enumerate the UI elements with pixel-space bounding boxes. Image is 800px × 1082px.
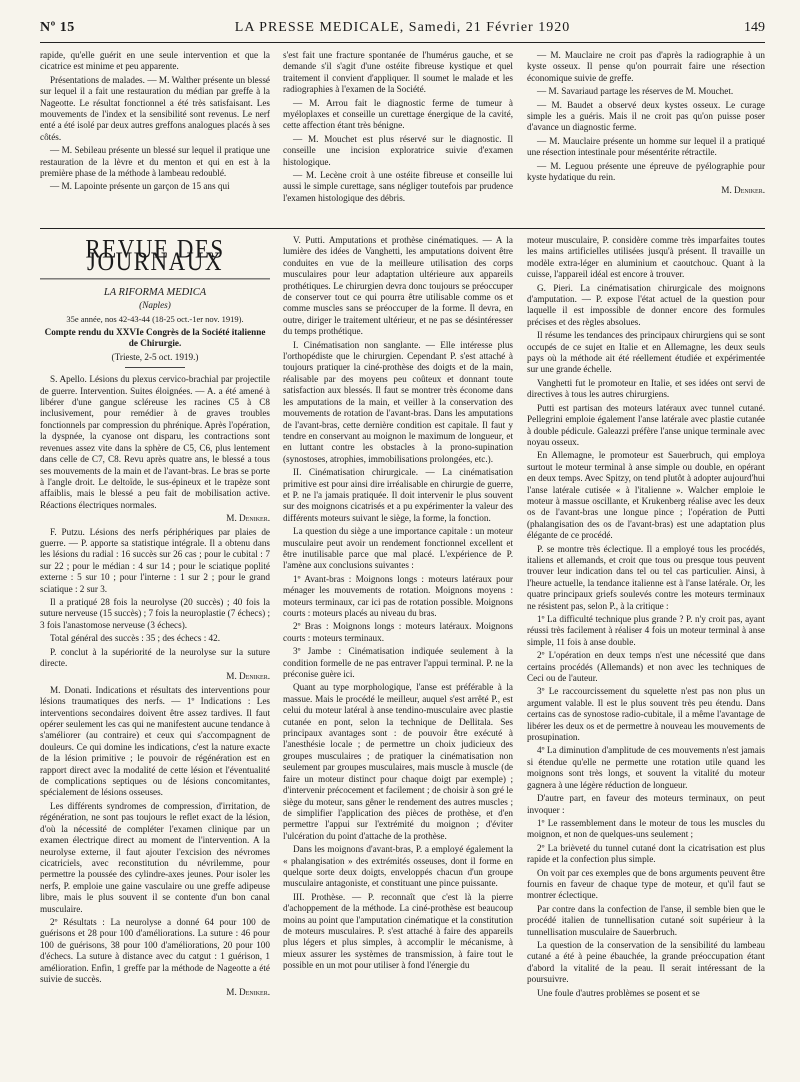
paragraph: — M. Mauclaire ne croit pas d'après la radiographie à un kyste osseux. Il pense qu'on pourrait faire une résection économique suivie de greffe. xyxy=(527,50,765,83)
paragraph: Dans les moignons d'avant-bras, P. a employé également la « phalangisation » des extrémités osseuses, dont il forme en quelque sorte deux doigts, enveloppés chacun d'un groupe musculaire antagoniste, et constituant une pince puissante. xyxy=(283,844,513,889)
paragraph: rapide, qu'elle guérit en une seule intervention et que la cicatrice est minime et peu apparente. xyxy=(40,50,270,72)
paragraph: 1º La difficulté technique plus grande ? P. n'y croit pas, ayant réussi très facilement à réaliser 4 fois un moteur terminal à anse simple, 11 fois à anse double. xyxy=(527,614,765,647)
paragraph: I. Cinématisation non sanglante. — Elle intéresse plus l'orthopédiste que le chirurgien. Cependant P. s'est attaché à toujours pratiquer la ciné-prothèse des doigts et de la main, réalisable par des moyens peu coûteux et donnant toute satisfaction aux blessés. Il faut se montrer très économe dans les amputations de la main, et veiller à la conservation des mouvements de rotation de l'avant-bras. Dans les amputations de l'avant-bras, cette dernière condition est capitale. Il faut y tendre en conservant au moignon le maximum de longueur, et en luttant contre les obstacles à la prono-supination (synostoses, atrophies, immobilisations prolongées, etc.). xyxy=(283,339,513,464)
paragraph: — M. Lapointe présente un garçon de 15 ans qui xyxy=(50,181,230,192)
signature: M. Denıker. xyxy=(226,987,270,998)
bottom-column-1 xyxy=(40,235,270,1070)
bottom-column-2 xyxy=(283,235,513,1070)
paragraph: 2º Bras : Moignons longs : moteurs latéraux. Moignons courts : moteurs terminaux. xyxy=(283,621,513,643)
journal-issue: 35e année, nos 42-43-44 (18-25 oct.-1er nov. 1919). xyxy=(66,313,244,324)
paragraph: La question du siège a une importance capitale : un moteur musculaire peut avoir un rendement fonctionnel excellent et être inutilisable parce que mal placé. L'expérience de P. l'amène aux conclusions suivantes : xyxy=(283,526,513,571)
top-column-1 xyxy=(40,50,270,222)
paragraph: II. Cinématisation chirurgicale. — La cinématisation primitive est pour ainsi dire irréalisable en chirurgie de guerre, et P. ne l'a jamais pratiquée. Il doit intervenir le plus souvent sur des moignons cicatrisés et a pu expérimenter la valeur des différents moteurs suivant le siège, la forme, la fonction. xyxy=(283,467,513,523)
paragraph: III. Prothèse. — P. reconnaît que c'est là la pierre d'achoppement de la méthode. La ciné-prothèse est beaucoup moins au point que l'amputation cinématique et la constitution de moteurs musculaires. P. s'est attaché à faire des appareils plus légers et plus simples, à accomplir le mécanisme, à mieux assurer les systèmes de transmission, à faire tout le possible en un mot pour utiliser à fond l'énergie du xyxy=(283,891,513,971)
paragraph: s'est fait une fracture spontanée de l'humérus gauche, et se demande s'il s'agit d'une ostéite fibreuse kystique et quel traitement il convient d'appliquer. Il soumet le malade et les radiographies à l'examen de la Société. xyxy=(283,50,513,95)
article-putzu: F. Putzu. Lésions des nerfs périphériques par plaies de guerre. — P. apporte sa statistique intégrale. Il a obtenu dans les lésions du radial : 16 succès sur 26 cas ; pour le cubital : 7 sur 22 ; pour le médian : 4 sur 14 ; pour le sciatique poplité externe : 5 sur 10 ; pour l'interne : 1 sur 2 ; pour le grand sciatique : 2 sur 3. xyxy=(40,526,270,594)
paragraph: — M. Baudet a observé deux kystes osseux. Le curage simple les a guéris. Mais il ne croit pas qu'on puisse poser d'avance un diagnostic ferme. xyxy=(527,99,765,133)
section-title: REVUE DES JOURNAUX xyxy=(40,243,270,280)
congress-title: Compte rendu du XXVIe Congrès de la Société italienne de Chirurgie. xyxy=(44,327,266,349)
paragraph: On voit par ces exemples que de bons arguments peuvent être fournis en faveur de chaque type de moteur, et qu'il faut se montrer éclectique. xyxy=(527,867,765,901)
top-column-2 xyxy=(283,50,513,222)
paragraph: — M. Mauclaire présente un homme sur lequel il a pratiqué une résection intestinale pour mésentérite rétractile. xyxy=(527,135,765,158)
paragraph: — M. Sebileau présente un blessé sur lequel il pratique une restauration de la lèvre et du menton et qui en est à la première phase de la méthode à lambeau redoublé. xyxy=(40,145,270,179)
paragraph: 1º Avant-bras : Moignons longs : moteurs latéraux pour ménager les mouvements de rotation. Moignons moyens : moteurs terminaux, car ici pas de rotation possible. Moignons courts : moteurs placés au niveau du bras. xyxy=(283,573,513,618)
paragraph: — M. Savariaud partage les réserves de M. Mouchet. xyxy=(537,86,734,97)
paragraph: — M. Arrou fait le diagnostic ferme de tumeur à myéloplaxes et conseille un curettage énergique de la cavité, cette affection étant très bénigne. xyxy=(283,97,513,131)
section-divider xyxy=(40,228,765,229)
article-apello: S. Apello. Lésions du plexus cervico-brachial par projectile de guerre. Intervention. Suites éloignées. — A. a été amené à libérer d'une gangue scléreuse les racines C5 à C8 inclusivement, pour remédier à de graves troubles fonctionnels par compression du phrénique. Après l'opération, la dyspnée, la cyanose ont disparu, les contractions sont revenues assez vite dans la sphère de C5, C6, plus lentement dans celle de C7, C8. Revu après quatre ans, le blessé a tous ses mouvements de la main et de l'avant-bras. Le bras se porte à l'angle droit. Le deltoïde, le sus-épineux et le trapèze sont affaiblis, mais le blessé a peu fait de mobilisation active. Réactions électriques normales. xyxy=(40,374,270,510)
paragraph: Les différents syndromes de compression, d'irritation, de régénération, ne sont pas toujours le reflet exact de la lésion, d'où la nécessité de compléter l'examen clinique par un examen électrique direct au moment de l'intervention. A la neurolyse externe, il faut ajouter l'excision des névromes cicatriciels, avec reconstitution du névrilemme, pour permettre la poussée des cylindre-axes jeunes. Pour isoler les nerfs, P. emploie une gaine vasculaire ou une greffe adipeuse libre, mais le plus souvent il se contente d'un bon canal musculaire. xyxy=(40,800,270,914)
article-donati: M. Donati. Indications et résultats des interventions pour lésions traumatiques des nerfs. — 1º Indications : Les interventions secondaires doivent être assez tardives. Il faut opérer seulement les cas qui ne manifestent aucune tendance à s'améliorer (au contraire) et ceux qui s'accompagnent de douleurs. Ce qui domine les indications, c'est la nature exacte de la lésion primitive ; le pouvoir de régénération est en rapport direct avec la modalité de cette lésion et l'éventualité de complications septiques ou de lésions concomitantes, spécialement de lésions osseuses. xyxy=(40,684,270,798)
paragraph: Quant au type morphologique, l'anse est préférable à la massue. Mais le procédé le meilleur, auquel s'est arrêté P., est celui du moteur latéral à anse tendino-musculaire avec plastie cutanée en pont, selon la technique de Dellitala. Ses principaux avantages sont : de pouvoir être exécuté à l'anesthésie locale ; de permettre un choix judicieux des groupes musculaires ; de pratiquer la cinématisation non seulement par groupes musculaires, mais muscle à muscle (de faire un moteur distinct pour chaque doigt par exemple) ; d'intervenir précocement et facilement ; de choisir à son gré le siège du moteur, sans gêner le rendement des autres muscles ; de simplifier l'application des pièces de prothèse, et d'en permettre l'appui sur l'extrémité du moignon ; d'éviter l'ulcération du point d'attache de la prothèse. xyxy=(283,682,513,841)
paragraph: Il résume les tendances des principaux chirurgiens qui se sont occupés de ce sujet en Italie et en Allemagne, les deux seuls pays où la méthode ait été réellement étudiée et expérimentée sur une grande échelle. xyxy=(527,330,765,375)
signature: M. Denıker. xyxy=(721,185,765,196)
paragraph: 3º Jambe : Cinématisation indiquée seulement à la condition formelle de ne pas entraver l'appui terminal. P. ne la préconise guère ici. xyxy=(283,646,513,680)
congress-place: (Trieste, 2-5 oct. 1919.) xyxy=(111,351,199,362)
paragraph: La question de la conservation de la sensibilité du lambeau cutané a été à peine ébauchée, la grande préoccupation étant d'abord la vitalité de la peau. Il serait intéressant de la poursuivre. xyxy=(527,939,765,985)
paragraph: 4º La diminution d'amplitude de ces mouvements n'est jamais si étendue qu'elle ne permette une rotation utile quand les moignons sont très longs, et souvent la vitalité du moteur gagnera à une légère réduction de longueur. xyxy=(527,745,765,790)
paragraph: Total général des succès : 35 ; des échecs : 42. xyxy=(50,633,221,644)
signature: M. Denıker. xyxy=(226,671,270,682)
signature: M. Denıker. xyxy=(226,513,270,524)
page-header xyxy=(40,20,765,43)
paragraph: 1º Le rassemblement dans le moteur de tous les muscles du moignon, et non de quelques-uns seulement ; xyxy=(527,817,765,840)
paragraph: En Allemagne, le promoteur est Sauerbruch, qui employa surtout le moteur terminal à anse simple ou double, en opérant en deux temps. Avec Spitzy, on tend plutôt à adopter aujourd'hui l'anse latérale cutisée « à l'italienne ». Walcher emploie le moteur à massue oscillante, et Krukenberg réalise avec les deux os de l'avant-bras une longue pince ; l'opération de Putti (phalangisation des os de l'avant-bras) est une adaptation plus élégante de ce procédé. xyxy=(527,450,765,541)
paragraph: P. se montre très éclectique. Il a employé tous les procédés, italiens et allemands, et croit que tous ou presque tous peuvent trouver leur indication dans tel ou tel cas particulier. Ainsi, à l'heure actuelle, la tendance italienne est à l'anse latérale. Or, les quatre principaux griefs soulevés contre les moteurs terminaux ne résistent pas, selon P., à la critique : xyxy=(527,543,765,611)
journal-name: LA RIFORMA MEDICA xyxy=(103,286,207,298)
article-putti: V. Putti. Amputations et prothèse cinématiques. — A la lumière des idées de Vanghetti, les amputations doivent être conduites en vue de la meilleure utilisation des corps musculaires pour leur adaptation ultérieure aux appareils prothétiques. Le chirurgien devra donc toujours se préoccuper de conserver tout ce qui pourra être utilisable comme os et comme muscles sans se préoccuper de la forme. Il devra, en outre, diriger le traitement ultérieur, et ne pas se désintéresser du temps prothétique. xyxy=(283,235,513,337)
journal-city: (Naples) xyxy=(139,300,171,311)
paragraph: Présentations de malades. — M. Walther présente un blessé sur lequel il a fait une restauration du médian par greffe à la Nageotte. Le résultat fonctionnel a été très satisfaisant. Les mouvements de l'index et la sensibilité sont revenus. Le nerf enté a été isolé par deux autres greffons analogues placés à ses côtés. xyxy=(40,74,270,142)
divider xyxy=(125,367,185,368)
paragraph: — M. Mouchet est plus réservé sur le diagnostic. Il conseille une incision exploratrice suivie d'examen histologique. xyxy=(283,133,513,167)
newspaper-title: LA PRESSE MEDICALE, Samedi, 21 Février 1920 xyxy=(234,20,571,35)
paragraph: — M. Leguou présente une épreuve de pyélographie pour kyste hydatique du rein. xyxy=(527,160,765,183)
paragraph: Une foule d'autres problèmes se posent et se xyxy=(537,987,700,998)
paragraph: D'autre part, en faveur des moteurs terminaux, on peut invoquer : xyxy=(527,793,765,815)
paragraph: — M. Lecène croit à une ostéite fibreuse et conseille lui aussi le simple curettage, sans négliger toutefois par prudence l'examen histologique des débris. xyxy=(283,170,513,203)
paragraph: 2º L'opération en deux temps n'est une nécessité que dans certains procédés (Allemands) et non avec les techniques de Ceci ou de l'auteur. xyxy=(527,650,765,684)
paragraph: Putti est partisan des moteurs latéraux avec tunnel cutané. Pellegrini emploie également l'anse latérale avec plastie cutanée à double pédicule. Galeazzi préfère l'anse unique terminale avec noyau osseux. xyxy=(527,402,765,447)
paragraph: 2º La brièveté du tunnel cutané dont la cicatrisation est plus rapide et la confection plus simple. xyxy=(527,842,765,865)
bottom-column-3 xyxy=(527,235,765,1070)
top-column-3 xyxy=(527,50,765,222)
article-pieri: G. Pieri. La cinématisation chirurgicale des moignons d'amputation. — P. expose l'état actuel de la question pour laquelle il est impossible de donner encore des formules précises et des règles absolues. xyxy=(527,282,765,327)
paragraph: Par contre dans la confection de l'anse, il semble bien que le procédé italien de tunnellisation cutané soit supérieur à la tunnellisation musculaire de Sauerbruch. xyxy=(527,903,765,937)
paragraph: Vanghetti fut le promoteur en Italie, et ses idées ont servi de directives à tous les autres chirurgiens. xyxy=(527,377,765,400)
paragraph: Il a pratiqué 28 fois la neurolyse (20 succès) ; 40 fois la suture nerveuse (15 succès) ; 7 fois la neuroplastie (7 échecs) ; 3 fois l'anastomose nerveuse (3 échecs). xyxy=(40,596,270,630)
page-number: 149 xyxy=(744,20,765,35)
paragraph: moteur musculaire, P. considère comme très imparfaites toutes les mains artificielles utilisées jusqu'à présent. Il travaille un modèle extra-léger en aluminium et caoutchouc. Quant à la cuisse, l'appareil idéal est encore à trouver. xyxy=(527,235,765,280)
paragraph: P. conclut à la supériorité de la neurolyse sur la suture directe. xyxy=(40,646,270,668)
issue-number: Nº 15 xyxy=(40,20,75,35)
paragraph: 3º Le raccourcissement du squelette n'est pas non plus un argument valable. Il est le plus souvent très peu étendu. Dans certains cas de synostose radio-cubitale, il a même l'avantage de libérer les deux os et de permettre à nouveau les mouvements de prosupination. xyxy=(527,686,765,743)
paragraph: 2º Résultats : La neurolyse a donné 64 pour 100 de guérisons et 28 pour 100 d'améliorations. La suture : 46 pour 100 de guérisons, 38 pour 100 d'améliorations, 20 pour 100 d'échecs. La suture à distance avec du catgut : 1 guérison, 1 amélioration. Enfin, 1 greffe par la méthode de Nageotte a été suivie de succès. xyxy=(40,916,270,984)
